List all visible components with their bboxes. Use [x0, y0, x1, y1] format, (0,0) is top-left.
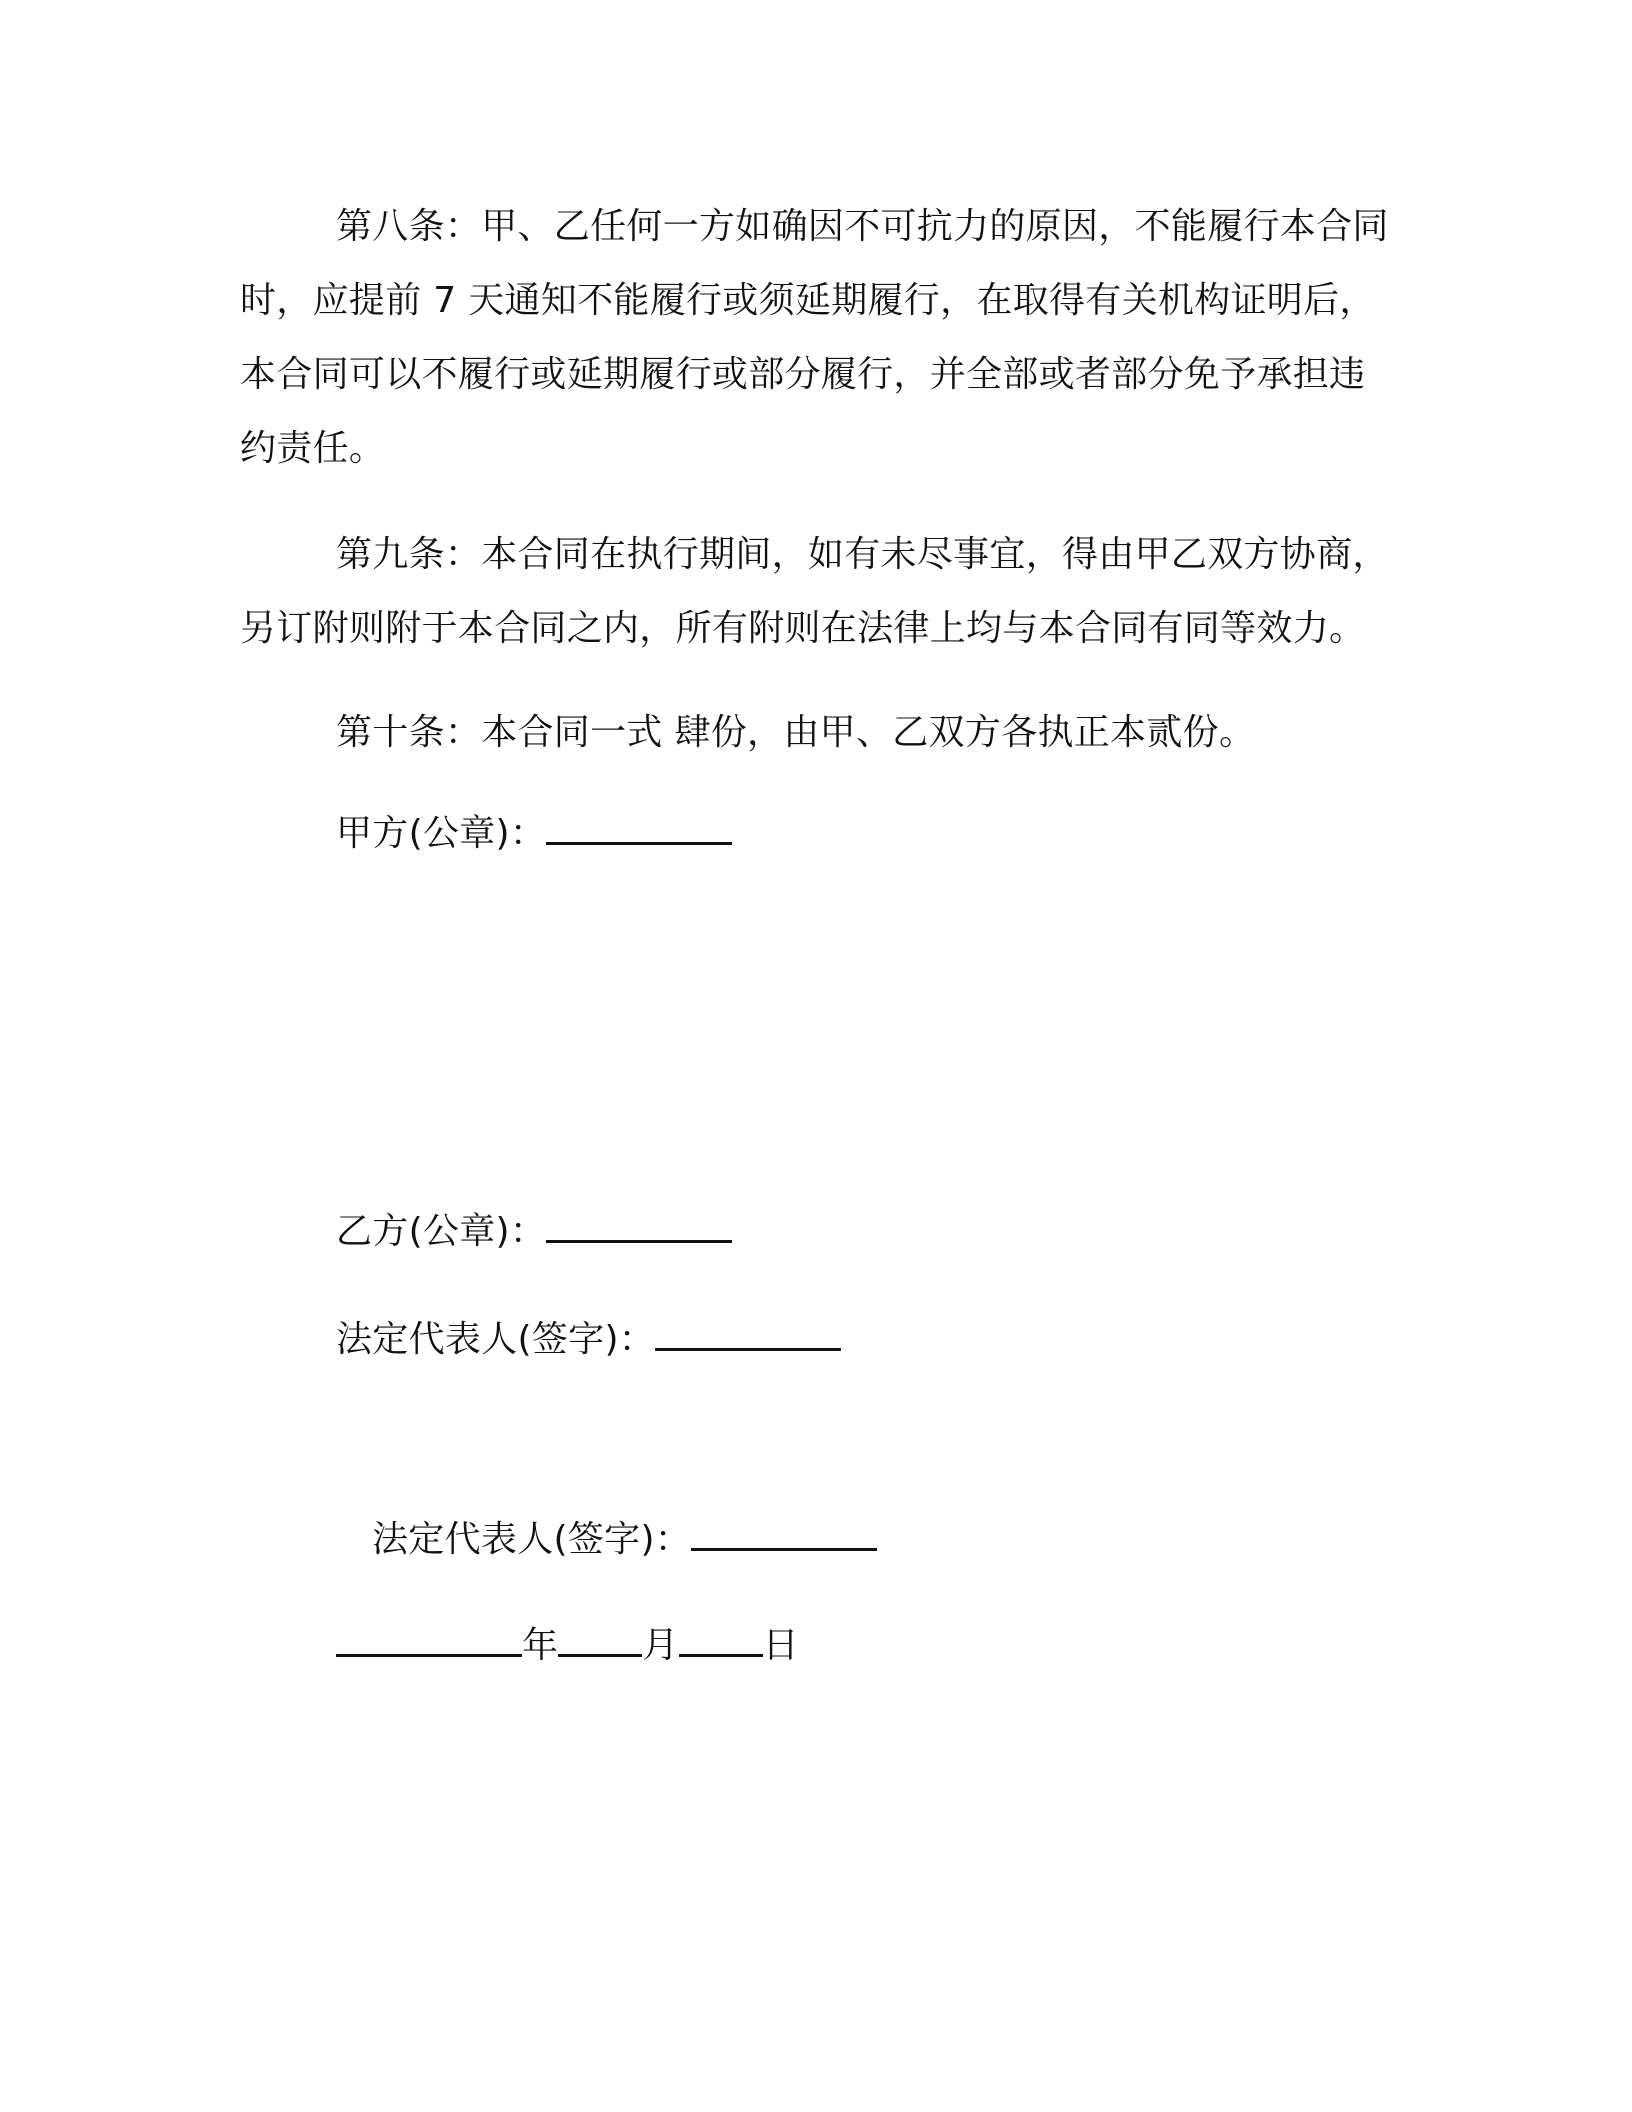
legal-rep-signature-label-2: 法定代表人(签字)： — [372, 1519, 692, 1560]
legal-rep-signature-label-1: 法定代表人(签字)： — [336, 1319, 656, 1360]
legal-rep-signature-blank-1 — [655, 1316, 841, 1351]
date-day-blank — [679, 1622, 763, 1657]
date-year-blank — [336, 1622, 522, 1657]
party-b-seal-line — [336, 1208, 732, 1256]
clause-article-9: 第九条：本合同在执行期间，如有未尽事宜，得由甲乙双方协商，另订附则附于本合同之内，所有附则在法律上均与本合同有同等效力。 — [240, 534, 1389, 649]
party-a-seal-line — [336, 810, 732, 858]
party-b-seal-blank — [546, 1208, 732, 1243]
clause-article-10: 第十条：本合同一式 肆份，由甲、乙双方各执正本贰份。 — [336, 712, 1256, 753]
date-day-label: 日 — [762, 1625, 799, 1666]
legal-rep-signature-line-1 — [336, 1316, 841, 1364]
party-a-seal-label: 甲方(公章)： — [336, 813, 547, 854]
date-year-label: 年 — [522, 1625, 559, 1666]
legal-rep-signature-blank-2 — [691, 1516, 877, 1551]
date-line — [336, 1622, 799, 1670]
clause-article-8: 第八条：甲、乙任何一方如确因不可抗力的原因，不能履行本合同时，应提前 7 天通知不能履行或须延期履行，在取得有关机构证明后，本合同可以不履行或延期履行或部分履行，并全部或者部分免予承担违约责任。 — [240, 206, 1389, 469]
party-a-seal-blank — [546, 810, 732, 845]
date-month-label: 月 — [642, 1625, 679, 1666]
legal-rep-signature-line-2 — [372, 1516, 877, 1564]
party-b-seal-label: 乙方(公章)： — [336, 1211, 547, 1252]
date-month-blank — [558, 1622, 642, 1657]
